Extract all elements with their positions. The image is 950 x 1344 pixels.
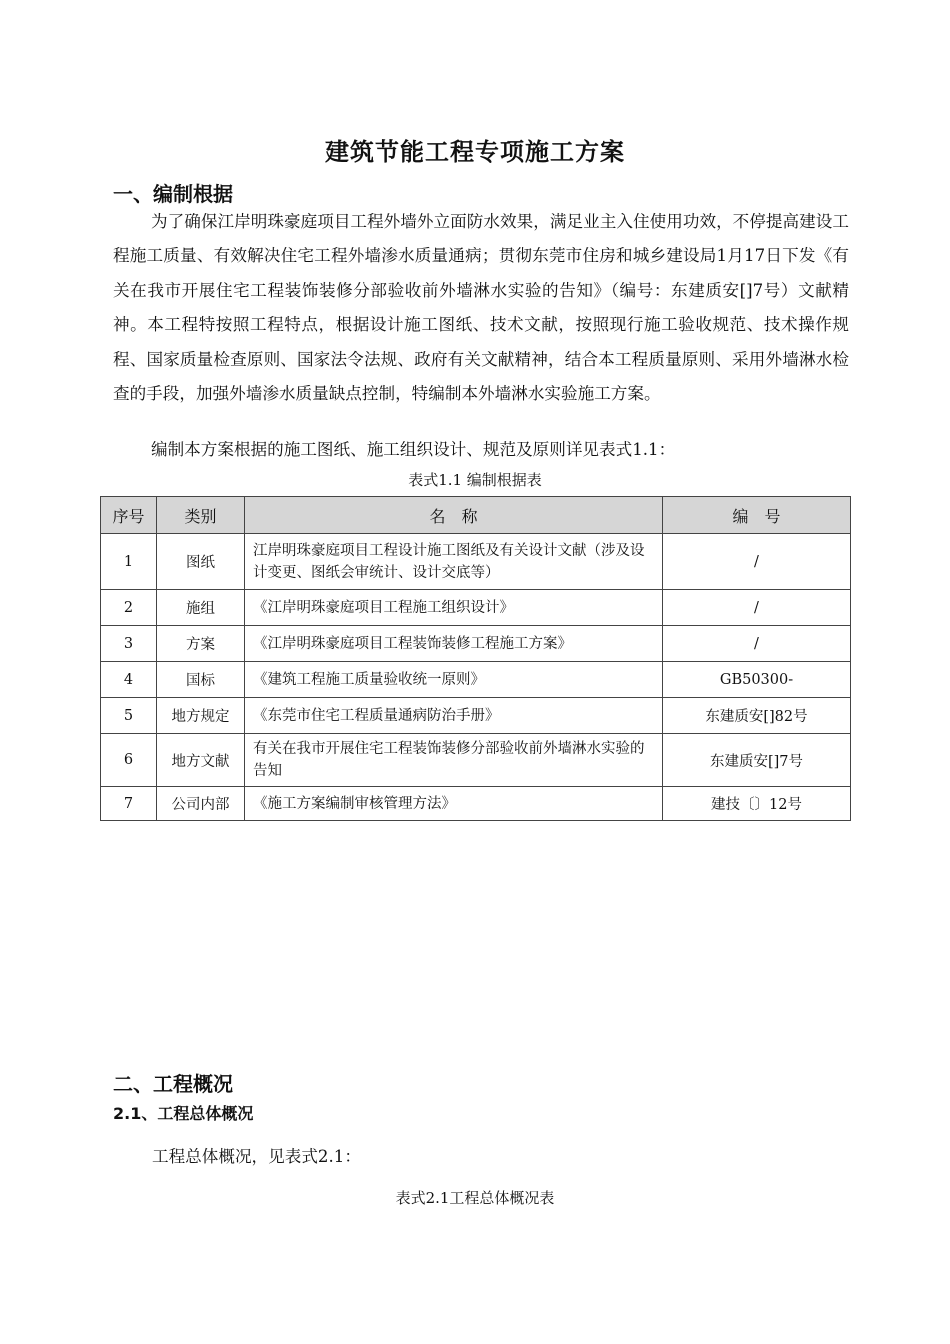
- cell-code: 建技〔〕12号: [663, 787, 851, 821]
- cell-index: 7: [101, 787, 157, 821]
- section-2-heading: 二、工程概况: [113, 1072, 233, 1096]
- cell-code: 东建质安[]7号: [663, 734, 851, 787]
- table-row: [101, 787, 851, 821]
- section-1-paragraph: 为了确保江岸明珠豪庭项目工程外墙外立面防水效果，满足业主入住使用功效，不停提高建设工程施工质量、有效解决住宅工程外墙渗水质量通病；贯彻东莞市住房和城乡建设局1月17日下发《有关在我市开展住宅工程装饰装修分部验收前外墙淋水实验的告知》（编号：东建质安[]7号）文献精神。本工程特按照工程特点，根据设计施工图纸、技术文献，按照现行施工验收规范、技术操作规程、国家质量检查原则、国家法令法规、政府有关文献精神，结合本工程质量原则、采用外墙淋水检查的手段，加强外墙渗水质量缺点控制，特编制本外墙淋水实验施工方案。: [113, 212, 849, 404]
- cell-index: 6: [101, 734, 157, 787]
- header-index: 序号: [101, 497, 157, 534]
- cell-category: 图纸: [157, 534, 245, 590]
- table-row: [101, 734, 851, 787]
- cell-category: 方案: [157, 626, 245, 662]
- table-header-row: [101, 497, 851, 534]
- cell-code: GB50300-: [663, 662, 851, 698]
- cell-category: 施组: [157, 590, 245, 626]
- cell-name: 《江岸明珠豪庭项目工程施工组织设计》: [245, 590, 663, 626]
- header-code: 编 号: [663, 497, 851, 534]
- cell-code: /: [663, 626, 851, 662]
- cell-category: 地方文献: [157, 734, 245, 787]
- header-name: 名 称: [245, 497, 663, 534]
- table-row: [101, 698, 851, 734]
- table-2-caption: 表式2.1工程总体概况表: [395, 1189, 555, 1207]
- cell-code: 东建质安[]82号: [663, 698, 851, 734]
- cell-index: 4: [101, 662, 157, 698]
- section-2-paragraph: 工程总体概况，见表式2.1：: [152, 1147, 361, 1166]
- cell-index: 2: [101, 590, 157, 626]
- table-row: [101, 626, 851, 662]
- cell-name: 江岸明珠豪庭项目工程设计施工图纸及有关设计文献（涉及设计变更、图纸会审统计、设计交底等）: [245, 534, 663, 590]
- cell-name: 《江岸明珠豪庭项目工程装饰装修工程施工方案》: [245, 626, 663, 662]
- cell-category: 公司内部: [157, 787, 245, 821]
- basis-table: [100, 496, 851, 821]
- cell-name: 《建筑工程施工质量验收统一原则》: [245, 662, 663, 698]
- table-row: [101, 534, 851, 590]
- section-1-paragraph-2: 编制本方案根据的施工图纸、施工组织设计、规范及原则详见表式1.1：: [151, 440, 676, 459]
- cell-index: 1: [101, 534, 157, 590]
- table-row: [101, 662, 851, 698]
- cell-code: /: [663, 590, 851, 626]
- cell-name: 有关在我市开展住宅工程装饰装修分部验收前外墙淋水实验的告知: [245, 734, 663, 787]
- cell-name: 《施工方案编制审核管理方法》: [245, 787, 663, 821]
- cell-category: 地方规定: [157, 698, 245, 734]
- section-2-1-heading: 2.1、工程总体概况: [113, 1104, 254, 1123]
- cell-category: 国标: [157, 662, 245, 698]
- cell-index: 3: [101, 626, 157, 662]
- table-row: [101, 590, 851, 626]
- table-1-caption: 表式1.1 编制根据表: [408, 471, 542, 489]
- cell-code: /: [663, 534, 851, 590]
- document-title: 建筑节能工程专项施工方案: [325, 138, 625, 166]
- section-1-heading: 一、编制根据: [113, 182, 233, 206]
- cell-name: 《东莞市住宅工程质量通病防治手册》: [245, 698, 663, 734]
- header-category: 类别: [157, 497, 245, 534]
- cell-index: 5: [101, 698, 157, 734]
